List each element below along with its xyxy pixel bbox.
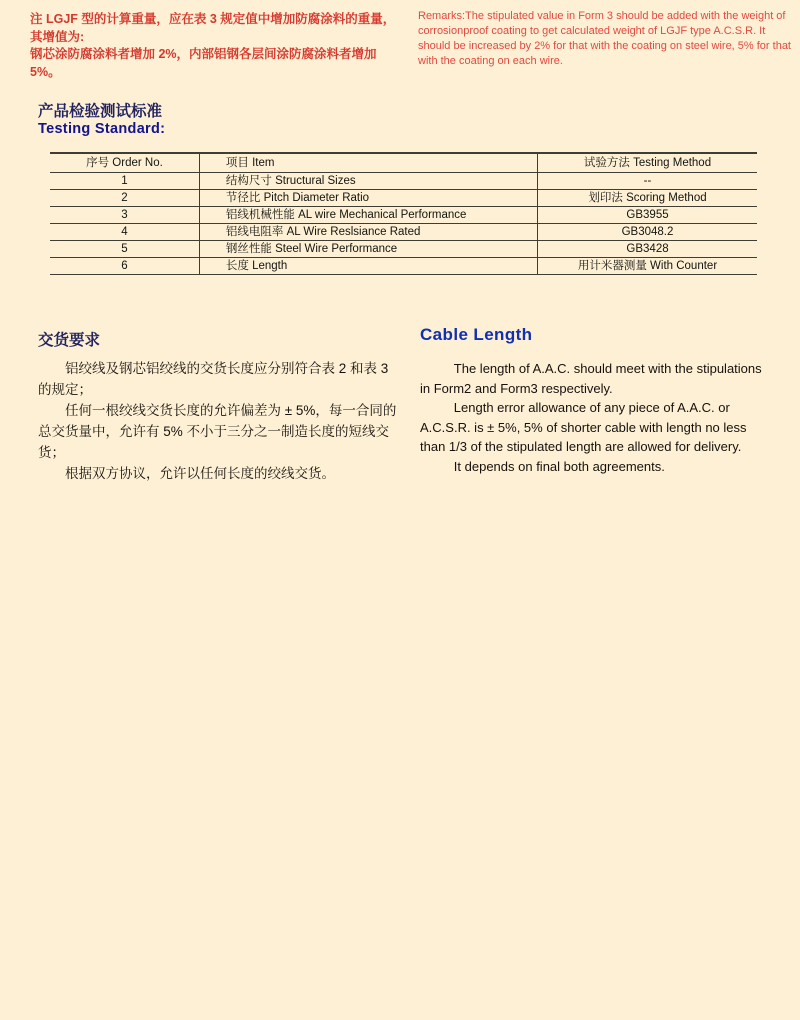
chinese-remark-line: 注 LGJF 型的计算重量，应在表 3 规定值中增加防腐涂料的重量，其增值为: [30,12,396,44]
table-row [50,189,757,206]
delivery-requirements-text [38,358,402,484]
cell-testing-method: -- [538,172,757,189]
cell-testing-method: GB3955 [538,206,757,223]
testing-standard-table [50,152,757,275]
cell-order-no: 6 [50,257,199,274]
cell-item: 铝线电阻率 AL Wire Reslsiance Rated [199,223,537,240]
cell-item: 钢丝性能 Steel Wire Performance [199,240,537,257]
cable-length-text [420,359,769,476]
table-row [50,240,757,257]
chinese-remark-line: 钢芯涂防腐涂料者增加 2%，内部铝钢各层间涂防腐涂料者增加 5%。 [30,47,377,79]
testing-standard-title-cn: 产品检验测试标准 [38,103,163,120]
cable-length-paragraph: It depends on final both agreements. [453,458,665,474]
cell-testing-method: 用计米器测量 With Counter [538,257,757,274]
table-row [50,172,757,189]
cell-testing-method: 划印法 Scoring Method [538,189,757,206]
table-row [50,257,757,274]
table-row [50,206,757,223]
chinese-remark-note [30,11,402,81]
cell-item: 长度 Length [199,257,537,274]
cell-order-no: 1 [50,172,199,189]
cell-item: 铝线机械性能 AL wire Mechanical Performance [199,206,537,223]
cell-testing-method: GB3048.2 [538,223,757,240]
cell-order-no: 4 [50,223,199,240]
cable-length-title: Cable Length [420,325,533,344]
cable-length-paragraph: The length of A.A.C. should meet with the stipulations in Form2 and Form3 respectively. [420,361,762,396]
delivery-requirements-title-cn: 交货要求 [38,332,101,349]
table-header-order-no: 序号 Order No. [50,153,199,172]
delivery-paragraph: 任何一根绞线交货长度的允许偏差为 ± 5%，每一合同的总交货量中，允许有 5% 不小于三分之一制造长度的短线交货； [38,403,397,460]
delivery-paragraph: 铝绞线及钢芯铝绞线的交货长度应分别符合表 2 和表 3 的规定； [38,361,389,397]
english-remark-note: Remarks:The stipulated value in Form 3 should be added with the weight of corrosionproof coating to get calculated weight of LGJF type A.C.S.R. It should be increased by 2% for that with the coating on steel wire, 5% for that with the coating on each wire. [418,10,791,67]
cell-order-no: 2 [50,189,199,206]
delivery-paragraph: 根据双方协议，允许以任何长度的绞线交货。 [65,466,335,481]
table-header-row [50,153,757,172]
table-header-item: 项目 Item [199,153,537,172]
cell-item: 结构尺寸 Structural Sizes [199,172,537,189]
cell-item: 节径比 Pitch Diameter Ratio [199,189,537,206]
table-row [50,223,757,240]
cell-order-no: 5 [50,240,199,257]
cell-testing-method: GB3428 [538,240,757,257]
table-header-testing-method: 试验方法 Testing Method [538,153,757,172]
cell-order-no: 3 [50,206,199,223]
cable-length-paragraph: Length error allowance of any piece of A.A.C. or A.C.S.R. is ± 5%, 5% of shorter cable with length no less than 1/3 of the stipulated length are allowed for delivery. [420,400,747,454]
testing-standard-title-en: Testing Standard: [38,121,166,137]
